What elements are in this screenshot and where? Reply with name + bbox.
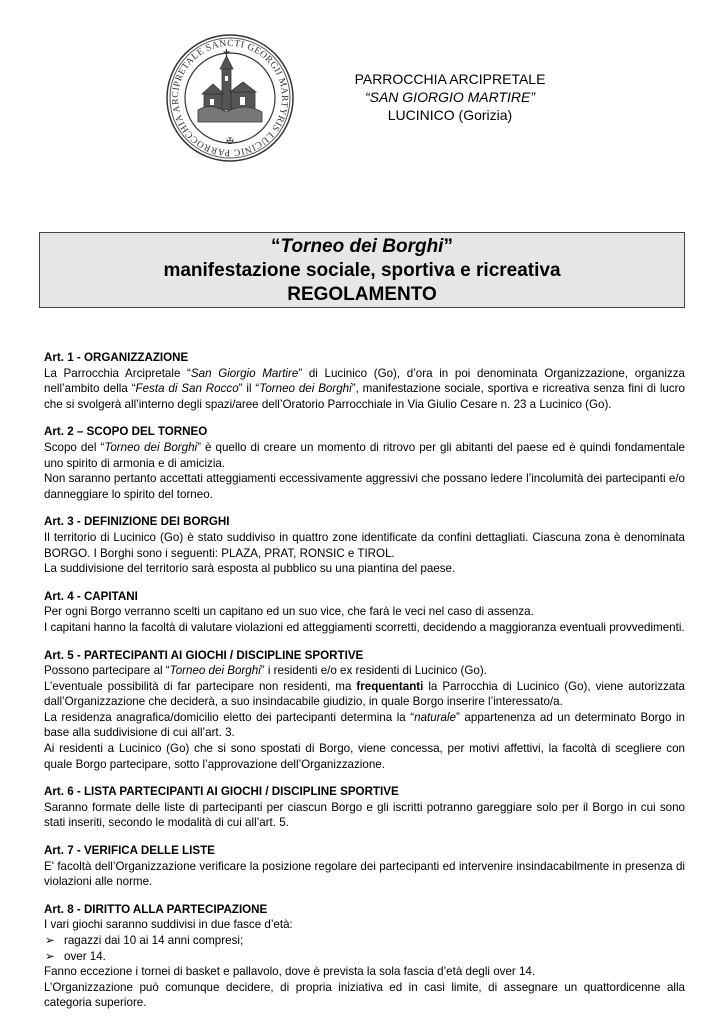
- parish-saint: “SAN GIORGIO MARTIRE”: [364, 89, 536, 105]
- parish-name: PARROCCHIA ARCIPRETALE: [354, 71, 546, 87]
- document-title: [40, 235, 684, 259]
- article-4: [44, 589, 685, 636]
- text-run-bold: frequentanti: [356, 679, 424, 693]
- article-title: Art. 1 - ORGANIZZAZIONE: [44, 351, 189, 364]
- text-run-italic: Torneo dei Borghi: [259, 382, 352, 396]
- text-run: Scopo del “: [44, 440, 105, 454]
- article-paragraph: Ai residenti a Lucinico (Go) che si sono spostati di Borgo, viene concessa, per motivi affettivi, la facoltà di scegliere con quale Borgo partecipare, sotto l’approvazione dell’Organizzazione.: [44, 742, 685, 771]
- article-paragraph: Per ogni Borgo verranno scelti un capitano ed un suo vice, che farà le veci nel caso di assenza.: [44, 605, 534, 619]
- text-run: La Parrocchia Arcipretale “: [44, 366, 191, 380]
- text-run-italic: Torneo dei Borghi: [104, 440, 198, 454]
- article-title: Art. 4 - CAPITANI: [44, 589, 138, 603]
- article-paragraph: Non saranno pertanto accettati atteggiamenti eccessivamente aggressivi che possano ledere l’incolumità dei partecipanti e/o danneggiare lo spirito del torneo.: [44, 472, 685, 501]
- text-run-italic: Festa di San Rocco: [135, 382, 239, 396]
- text-run: La residenza anagrafica/domicilio eletto dei partecipanti determina la “: [44, 710, 415, 724]
- text-run-italic: Torneo dei Borghi: [169, 664, 261, 678]
- title-box: [39, 232, 685, 308]
- article-paragraph: [44, 663, 685, 679]
- article-paragraph: I vari giochi saranno suddivisi in due fasce d’età:: [44, 918, 293, 932]
- article-3: [44, 514, 685, 576]
- article-7: [44, 843, 685, 890]
- parish-seal: [160, 32, 300, 162]
- parish-location: LUCINICO (Gorizia): [387, 107, 513, 123]
- arrow-bullet-icon: ➢: [45, 934, 55, 947]
- text-run: Possono partecipare al “: [44, 664, 170, 678]
- article-paragraph: Fanno eccezione i tornei di basket e pallavolo, dove è prevista la sola fascia d’età degli over 14.: [44, 965, 536, 979]
- article-paragraph: La suddivisione del territorio sarà esposta al pubblico su una piantina del paese.: [44, 562, 456, 576]
- article-title: Art. 8 - DIRITTO ALLA PARTECIPAZIONE: [44, 902, 268, 916]
- list-item: [44, 933, 685, 949]
- parish-header: [300, 70, 600, 124]
- article-paragraph: Il territorio di Lucinico (Go) è stato suddiviso in quattro zone identificate da confini dettagliati. Ciascuna zona è denominata BORGO. I Borghi sono i seguenti: PLAZA, PRAT, RONSIC e TIROL.: [44, 530, 685, 560]
- title-close-quote: ”: [443, 236, 453, 257]
- list-item: [44, 949, 685, 965]
- text-run: la Parrocchia di Lucinico (Go), viene autorizzata dall’Organizzazione che deciderà, a suo insindacabile giudizio, in quale Borgo inserire l’interessato/a.: [44, 679, 685, 709]
- article-paragraph: [44, 366, 685, 413]
- seal-cross-icon: ✠: [226, 137, 234, 147]
- article-paragraph: E' facoltà dell’Organizzazione verificare la posizione regolare dei partecipanti ed intervenire insindacabilmente in presenza di violazioni alle norme.: [44, 859, 685, 889]
- text-run: ” i residenti e/o ex residenti di Lucinico (Go).: [260, 664, 487, 678]
- article-paragraph: [44, 710, 685, 741]
- title-open-quote: “: [271, 236, 281, 257]
- seal-ring-text: PARROCCHIA ARCIPRETALE SANCTI GEORGII MARTYRIS LUCINIC: [170, 38, 290, 158]
- text-run: ” appartenenza ad un determinato Borgo in base alla suddivisione di cui all’art. 3.: [44, 710, 685, 740]
- article-8: [44, 902, 685, 1011]
- article-paragraph: Saranno formate delle liste di partecipanti per ciascun Borgo e gli iscritti potranno gareggiare solo per il Borgo in cui sono stati inseriti, secondo le modalità di cui all’art. 5.: [44, 800, 685, 830]
- article-paragraph: I capitani hanno la facoltà di valutare violazioni ed atteggiamenti scorretti, decidendo a maggioranza eventuali provvedimenti.: [44, 620, 685, 634]
- article-5: [44, 648, 685, 773]
- regulation-body: [44, 350, 685, 1023]
- article-2: [44, 424, 685, 502]
- article-1: [44, 350, 685, 412]
- article-title: Art. 3 - DEFINIZIONE DEI BORGHI: [44, 515, 230, 529]
- document-heading: REGOLAMENTO: [287, 284, 437, 305]
- text-run-italic: naturale: [414, 710, 457, 724]
- text-run: ” è quello di creare un momento di ritrovo per gli abitanti del paese ed è quindi fondamentale uno spirito di armonia e di amicizia.: [44, 440, 686, 470]
- list-item-text: ragazzi dai 10 ai 14 anni compresi;: [64, 934, 244, 947]
- list-item-text: over 14.: [64, 949, 106, 963]
- title-name: Torneo dei Borghi: [280, 236, 444, 257]
- article-paragraph: [44, 440, 685, 471]
- article-title: Art. 5 - PARTECIPANTI AI GIOCHI / DISCIPLINE SPORTIVE: [44, 648, 364, 662]
- text-run: ” di Lucinico (Go), d’ora in poi denominata Organizzazione, organizza nell’ambito della “: [44, 366, 685, 396]
- article-title: Art. 6 - LISTA PARTECIPANTI AI GIOCHI / DISCIPLINE SPORTIVE: [44, 785, 399, 799]
- text-run: ” il “: [238, 382, 260, 396]
- text-run: L’eventuale possibilità di far partecipare non residenti, ma: [44, 679, 357, 693]
- article-title: Art. 2 – SCOPO DEL TORNEO: [44, 425, 208, 439]
- article-paragraph: [44, 679, 685, 710]
- text-run: ”, manifestazione sociale, sportiva e ricreativa senza fini di lucro che si svolgerà all’interno degli spazi/aree dell’Oratorio Parrocchiale in Via Giulio Cesare n. 23 a Lucinico (Go).: [44, 382, 685, 411]
- document-subtitle: manifestazione sociale, sportiva e ricreativa: [163, 260, 561, 281]
- article-title: Art. 7 - VERIFICA DELLE LISTE: [44, 844, 215, 858]
- text-run-italic: San Giorgio Martire: [190, 366, 299, 380]
- article-paragraph: L’Organizzazione può comunque decidere, di propria iniziativa ed in casi limite, di assegnare un quattordicenne alla categoria superiore.: [44, 980, 685, 1010]
- arrow-bullet-icon: ➢: [45, 949, 55, 963]
- article-6: [44, 784, 685, 831]
